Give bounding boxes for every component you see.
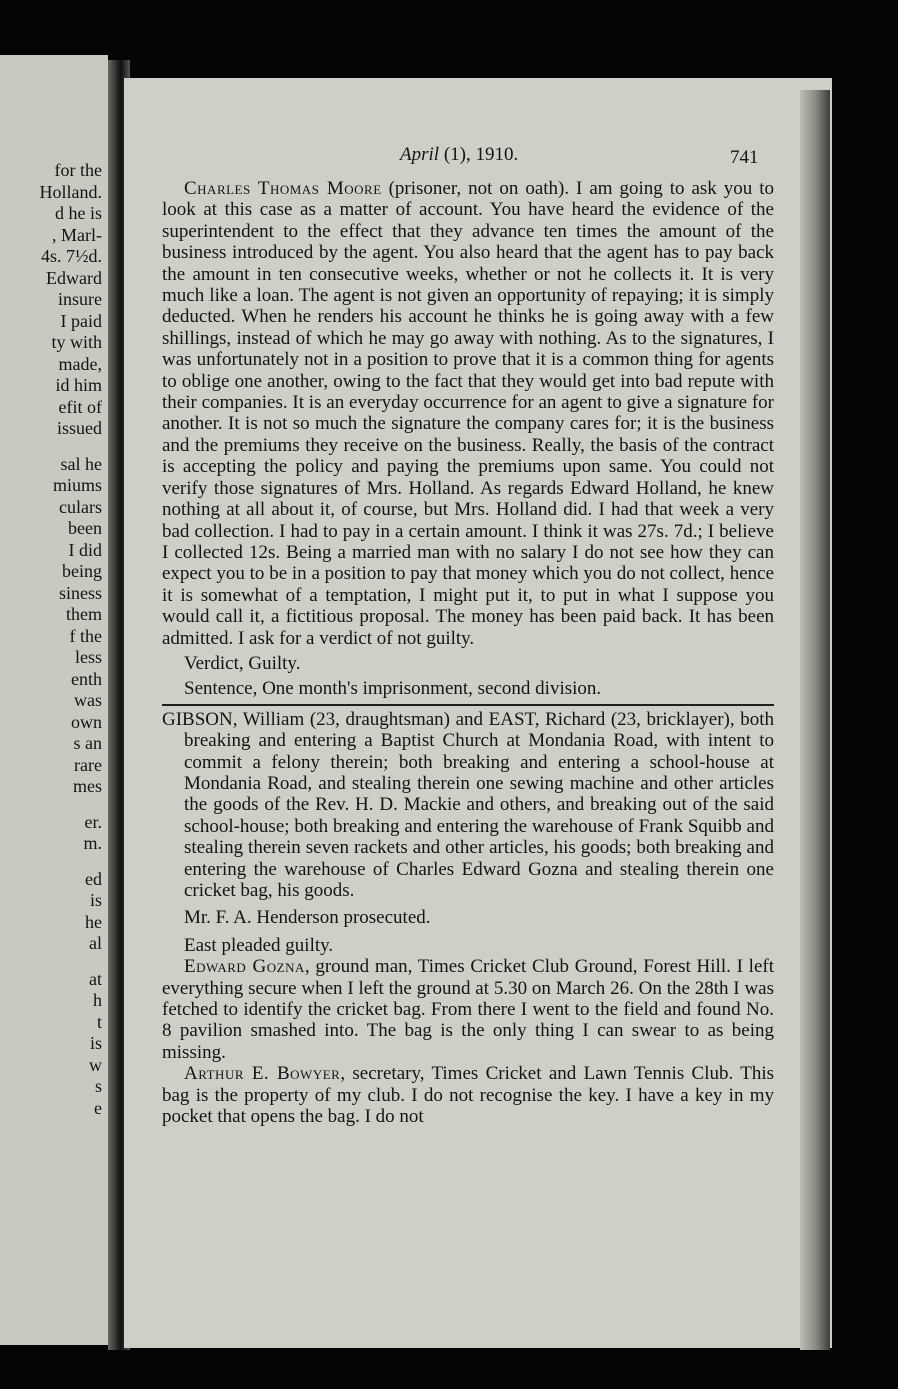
moore-text: (prisoner, not on oath). I am going to ask you to look at this case as a matter of account. You have heard the evidence of the superintendent to the effect that they advance ten times the amount of the business introduced by the agent. You also heard that the agent has to pay back the amount in ten consecutive weeks, whether or not he collects it. It is very much like a loan. The agent is not given an opportunity of repaying; it is simply deducted. When he renders his account he thinks he is going away with a few shillings, instead of which he may go away with nothing. As to the signatures, I was unfortunately not in a position to prove that it is a common thing for agents to oblige one another, owing to the fact that they would get into bad repute with their companies. It is an everyday occurrence for an agent to give a signature for another. It is not so much the signature the company cares for; it is the business and the premiums they receive on the business. Really, the basis of the contract is accepting the policy and paying the premiums upon same. You could not verify those signatures of Mrs. Holland. As regards Edward Holland, he knew nothing at all about it, of course, but Mrs. Holland did. I had that week a very bad collection. I had to pay in a certain amount. I think it was 27s. 7d.; I believe I collected 12s. Being a married man with no salary I do not see how they can expect you to be in a position to pay that money which you do not collect, hence it is somewhat of a temptation, I might put it, to put in what I suppose you would call it, a fictitious proposal. The money has been paid back. It has been admitted. I ask for a verdict of not guilty. <box>162 178 774 649</box>
page-number: 741 <box>730 147 759 168</box>
left-page-fragment: w <box>89 1054 102 1075</box>
running-head-month: April <box>400 144 440 165</box>
left-page-fragment: al <box>89 933 102 953</box>
sentence: Sentence, One month's imprisonment, second division. <box>184 678 602 700</box>
left-page-fragment: less <box>75 647 102 667</box>
left-page-fragment: er. <box>84 811 102 832</box>
running-head <box>400 144 518 166</box>
prosecutor-line: Mr. F. A. Henderson prosecuted. <box>184 907 431 929</box>
moore-statement <box>162 178 774 649</box>
left-page-fragment: been <box>68 518 102 538</box>
left-page-fragment: 4s. 7½d. <box>40 246 102 266</box>
facing-page-left <box>0 55 108 1345</box>
left-page-fragment: s an <box>73 733 102 753</box>
left-page-fragment: I paid <box>60 310 102 331</box>
left-page-fragment: is <box>89 1033 102 1053</box>
left-page-fragment: I did <box>68 539 102 560</box>
left-page-fragment: at <box>89 968 102 989</box>
left-page-fragment: rare <box>74 754 102 775</box>
case-divider <box>162 704 774 706</box>
left-page-fragment: t <box>96 1011 102 1032</box>
left-page-fragment: ty with <box>51 332 102 352</box>
left-page-fragment: ed <box>85 868 102 889</box>
left-page-fragment: siness <box>58 582 102 603</box>
left-page-fragment: he <box>85 911 102 932</box>
left-page-fragment: enth <box>71 668 102 689</box>
left-page-fragment: issued <box>57 418 102 438</box>
left-page-fragment: miums <box>52 475 102 495</box>
left-page-fragment: s <box>94 1076 102 1096</box>
page-header <box>124 144 832 172</box>
left-page-fragment: d he is <box>55 203 102 223</box>
left-page-fragment: made, <box>58 353 102 374</box>
left-page-fragment: m. <box>83 833 102 853</box>
bowyer-testimony <box>162 1063 774 1127</box>
left-page-fragment: sal he <box>60 453 102 474</box>
left-page-fragment: Holland. <box>39 181 102 202</box>
left-page-fragment: f the <box>69 625 102 646</box>
bowyer-name: Arthur E. Bowyer <box>184 1063 341 1085</box>
moore-name: Charles Thomas Moore <box>184 178 382 199</box>
left-page-fragment: , Marl- <box>52 224 102 245</box>
left-page-fragment: efit of <box>58 396 102 417</box>
left-page-fragment: being <box>62 561 102 581</box>
left-page-fragment: h <box>93 990 102 1010</box>
left-page-fragment: them <box>66 604 102 624</box>
left-page-fragment: was <box>74 690 102 710</box>
left-page-fragment: Edward <box>46 267 102 288</box>
bowyer-text: , secretary, Times Cricket and Lawn Tennis Club. This bag is the property of my club. I do not recognise the key. I have a key in my pocket that opens the bag. I do not <box>162 1063 774 1128</box>
gibson-case-caption: GIBSON, William (23, draughtsman) and EAST, Richard (23, bricklayer), both breaking and entering a Baptist Church at Mondania Road, with intent to commit a felony therein; both breaking and entering a school-house at Mondania Road, and stealing therein one sewing machine and other articles the goods of the Rev. H. D. Mackie and others, and breaking out of the said school-house; both breaking and entering the warehouse of Frank Squibb and stealing therein seven rackets and other articles, his goods; both breaking and entering the warehouse of Charles Edward Gozna and stealing therein one cricket bag, his goods. <box>162 708 774 901</box>
page-body <box>162 178 774 1127</box>
left-page-fragment: for the <box>54 160 102 180</box>
plea-line: East pleaded guilty. <box>184 934 334 956</box>
left-page-fragment: mes <box>73 776 102 796</box>
book-page <box>124 78 832 1348</box>
left-page-fragment: culars <box>59 496 102 517</box>
page-stack-edge <box>800 90 830 1350</box>
verdict: Verdict, Guilty. <box>184 652 301 674</box>
left-page-fragment: insure <box>58 289 102 309</box>
gozna-testimony <box>162 956 774 1063</box>
left-page-fragment: e <box>94 1097 102 1118</box>
left-page-fragment: is <box>89 890 102 910</box>
running-head-date: (1), 1910. <box>439 144 519 165</box>
left-page-fragment: own <box>71 711 102 732</box>
left-page-fragment: id him <box>55 375 102 395</box>
gozna-text: , ground man, Times Cricket Club Ground, Forest Hill. I left everything secure when I left the ground at 5.30 on March 26. On the 28th I was fetched to identify the cricket bag. From there I went to the field and found No. 8 pavilion smashed into. The bag is the only thing I can swear to as being missing. <box>162 956 774 1063</box>
gozna-name: Edward Gozna <box>184 956 305 978</box>
